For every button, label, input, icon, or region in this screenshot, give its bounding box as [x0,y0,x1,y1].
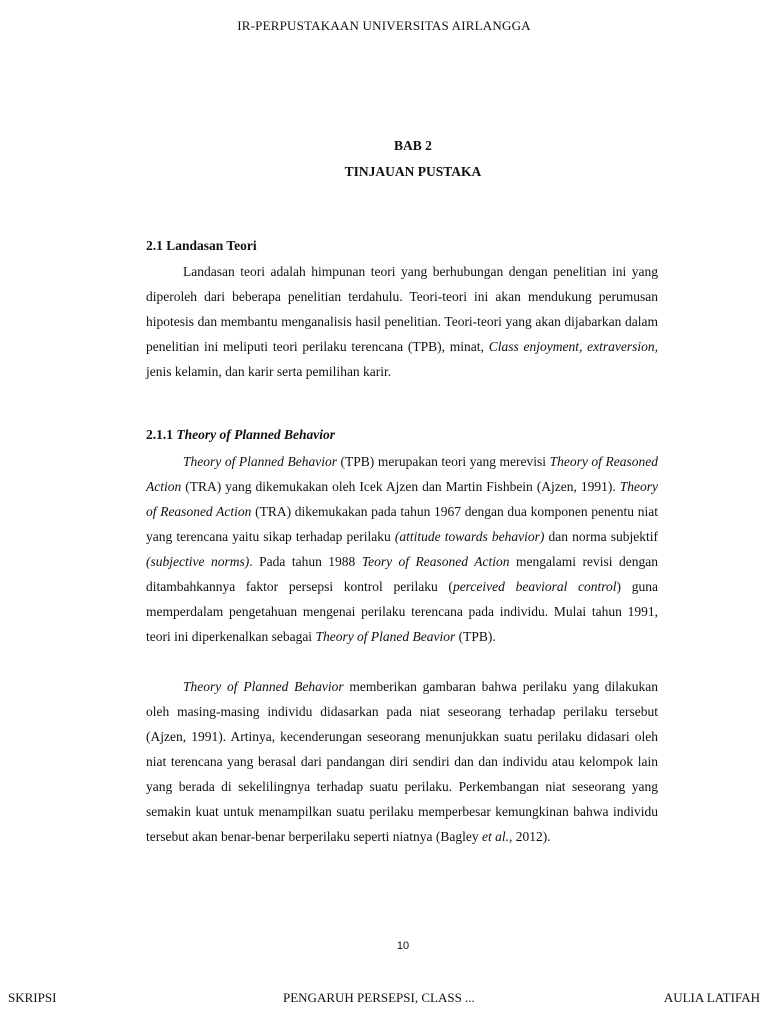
text-run: . Pada tahun 1988 [249,554,362,569]
subsection-heading [146,427,335,443]
chapter-number: BAB 2 [394,138,432,153]
chapter-title: TINJAUAN PUSTAKA [344,164,482,179]
paragraph-tpb-description [146,674,658,849]
italic-run: Theory of Planned Behavior [183,679,344,694]
text-run: dan norma subjektif [544,529,658,544]
subsection-title: Theory of Planned Behavior [176,427,335,442]
footer-document-type: SKRIPSI [8,990,57,1005]
italic-run: (subjective norms) [146,554,250,569]
text-run: mengalami revisi dengan ditambahkannya faktor persepsi kontrol perilaku ( [146,554,658,594]
section-heading: 2.1 Landasan Teori [146,238,257,253]
footer-title: PENGARUH PERSEPSI, CLASS ... [283,990,475,1005]
text-run: (TRA) yang dikemukakan oleh Icek Ajzen dan Martin Fishbein (Ajzen, 1991). [181,479,620,494]
text-run: (TPB). [455,629,496,644]
footer-author: AULIA LATIFAH [663,990,760,1005]
italic-run: Theory of Planed Beavior [315,629,456,644]
page-number: 10 [396,940,410,952]
italic-run: (attitude towards behavior) [394,529,545,544]
italic-run: Theory of Reasoned Action [146,454,658,494]
italic-run: perceived beavioral control [452,579,617,594]
italic-run: Teory of Reasoned Action [361,554,510,569]
italic-run: Theory of Reasoned Action [146,479,658,519]
italic-run: et al. [481,829,509,844]
text-run: jenis kelamin, dan karir serta pemilihan karir. [146,364,392,379]
italic-run: Class enjoyment, extraversion, [488,339,658,354]
paragraph-landasan-teori [146,259,658,384]
text-run: , 2012). [508,829,551,844]
text-run: ) guna memperdalam pengetahuan mengenai perilaku terencana pada individu. Mulai tahun 1991, teori ini diperkenalkan sebagai [146,579,658,644]
text-run: memberikan gambaran bahwa perilaku yang dilakukan oleh masing-masing individu didasarkan pada niat seseorang terhadap perilaku tersebut (Ajzen, 1991). Artinya, kecenderungan seseorang menunjukkan suatu perilaku didasari oleh niat terencana yang berasal dari pandangan diri sendiri dan dan individu atau kelompok lain yang berada di sekelilingnya terhadap suatu perilaku. Perkembangan niat seseorang yang semakin kuat untuk menampilkan suatu perilaku memperbesar kemungkinan bahwa individu tersebut akan benar-benar berperilaku seperti niatnya (Bagley [146,679,658,844]
paragraph-tpb-history [146,449,658,649]
italic-run: Theory of Planned Behavior [183,454,337,469]
repository-header: IR-PERPUSTAKAAN UNIVERSITAS AIRLANGGA [237,18,531,33]
text-run: (TRA) dikemukakan pada tahun 1967 dengan dua komponen penentu niat yang terencana yaitu sikap terhadap perilaku [146,504,658,544]
subsection-number: 2.1.1 [146,427,173,442]
text-run: Landasan teori adalah himpunan teori yang berhubungan dengan penelitian ini yang diperoleh dari beberapa penelitian terdahulu. Teori-teori ini akan mendukung perumusan hipotesis dan membantu menganalisis hasil penelitian. Teori-teori yang akan dijabarkan dalam penelitian ini meliputi teori perilaku terencana (TPB), minat, [146,264,658,354]
text-run: (TPB) merupakan teori yang merevisi [336,454,550,469]
